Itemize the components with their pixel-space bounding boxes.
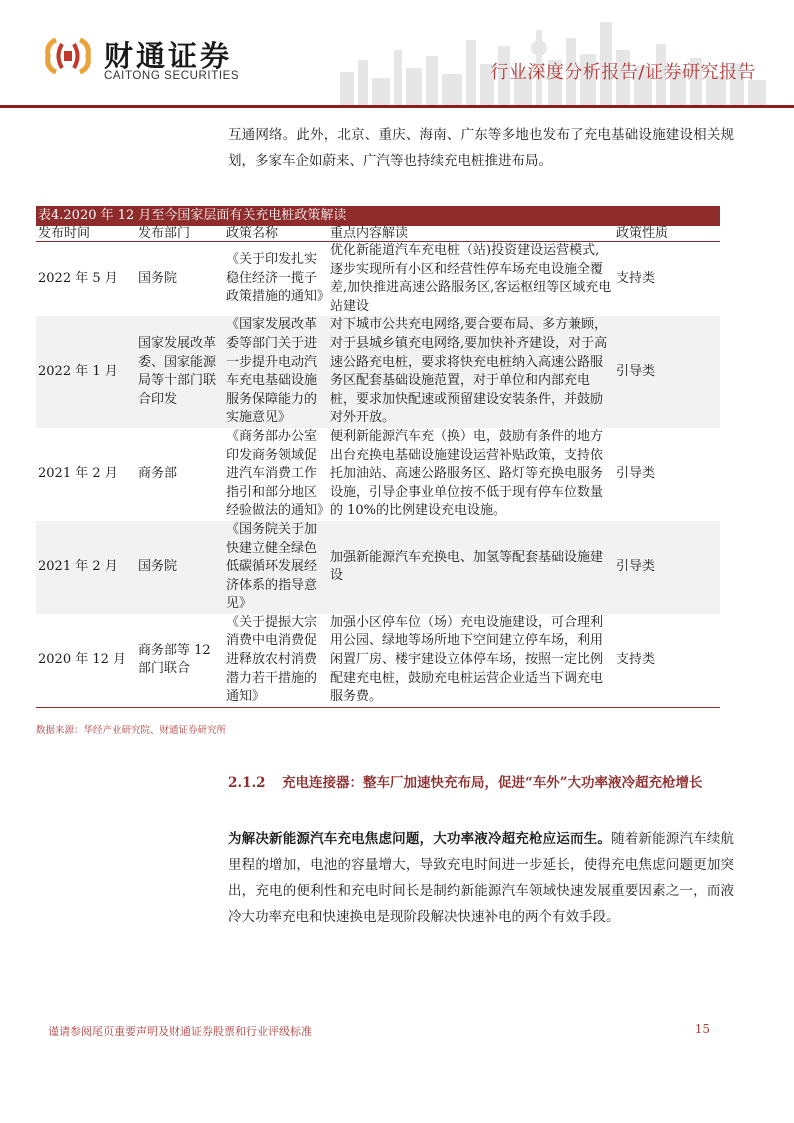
footer-disclaimer: 谨请参阅尾页重要声明及财通证券股票和行业评级标准 xyxy=(48,1025,312,1038)
table-row xyxy=(36,521,720,614)
header-nature: 政策性质 xyxy=(614,226,720,242)
cell-name: 《关于提振大宗消费中电消费促进释放农村消费潜力若干措施的通知》 xyxy=(224,614,328,707)
section-number: 2.1.2 xyxy=(228,775,266,791)
brand-name-cn: 财通证券 xyxy=(104,39,233,73)
data-source-note: 数据来源：华经产业研究院、财通证券研究所 xyxy=(36,725,227,736)
table-title: 表4.2020 年 12 月至今国家层面有关充电桩政策解读 xyxy=(36,206,720,226)
table-header-row xyxy=(36,226,720,242)
header-content: 重点内容解读 xyxy=(328,226,614,242)
report-type-label: 行业深度分析报告/证券研究报告 xyxy=(490,62,756,83)
cell-name: 《商务部办公室印发商务领域促进汽车消费工作指引和部分地区经验做法的通知》 xyxy=(224,428,328,521)
cell-dept: 商务部等 12 部门联合 xyxy=(136,614,224,707)
intro-paragraph: 互通网络。此外，北京、重庆、海南、广东等多地也发布了充电基础设施建设相关规划，多家车企如蔚来、广汽等也持续充电桩推进布局。 xyxy=(228,127,734,169)
cell-nature: 支持类 xyxy=(614,242,720,317)
header-name: 政策名称 xyxy=(224,226,328,242)
cell-date: 2022 年 1 月 xyxy=(36,316,136,428)
cell-nature: 引导类 xyxy=(614,316,720,428)
cell-content: 加强新能源汽车充换电、加氢等配套基础设施建设 xyxy=(328,521,614,614)
cell-content: 优化新能道汽车充电桩（站)投资建设运营模式,逐步实现所有小区和经营性停车场充电设施全覆差,加快推进高速公路服务区,客运枢纽等区域充电站建设 xyxy=(328,242,614,317)
paragraph-body: 随着新能源汽车续航里程的增加，电池的容量增大，导致充电时间进一步延长，使得充电焦虑问题更加突出，充电的便利性和充电时间长是制约新能源汽车领域快速发展重要因素之一，而液冷大功率充电和快速换电是现阶段解决快速补电的两个有效手段。 xyxy=(228,831,735,925)
table-row xyxy=(36,428,720,521)
header-divider xyxy=(0,105,794,108)
cell-dept: 国务院 xyxy=(136,242,224,317)
cell-dept: 国家发展改革委、国家能源局等十部门联合印发 xyxy=(136,316,224,428)
cell-content: 加强小区停车位（场）充电设施建设，可合理利用公园、绿地等场所地下空间建立停车场，利用闲置厂房、楼宇建设立体停车场，按照一定比例配建充电桩，鼓励充电桩运营企业适当下调充电服务费。 xyxy=(328,614,614,707)
cell-name: 《国务院关于加快建立健全绿色低碳循环发展经济体系的指导意见》 xyxy=(224,521,328,614)
cell-content: 便利新能源汽车充（换）电，鼓励有条件的地方出台充换电基础设施建设运营补贴政策，支持依托加油站、高速公路服务区、路灯等充换电服务设施，引导企事业单位按不低于现有停车位数量的 10%的比例建设充电设施。 xyxy=(328,428,614,521)
brand-name-en: CAITONG SECURITIES xyxy=(104,70,240,82)
header-date: 发布时间 xyxy=(36,226,136,242)
cell-date: 2022 年 5 月 xyxy=(36,242,136,317)
policy-table xyxy=(36,226,720,708)
cell-name: 《关于印发扎实稳住经济一揽子政策措施的通知》 xyxy=(224,242,328,317)
table-row xyxy=(36,614,720,707)
cell-content: 对下城市公共充电网络,要合要布局、多方兼顾，对于县城乡镇充电网络,要加快补齐建设，对于高速公路充电桩，要求将快充电桩纳入高速公路服务区配套基础设施范置，对于单位和内部充电桩，要求加快配速或预留建设安装条件，并鼓励对外开放。 xyxy=(328,316,614,428)
section-title: 充电连接器：整车厂加速快充布局，促进“车外”大功率液冷超充枪增长 xyxy=(282,775,703,791)
paragraph-lead: 为解决新能源汽车充电焦虑问题，大功率液冷超充枪应运而生。 xyxy=(228,831,612,847)
body-paragraph xyxy=(228,826,734,930)
page-header xyxy=(0,0,794,110)
cell-dept: 商务部 xyxy=(136,428,224,521)
cell-name: 《国家发展改革委等部门关于进一步提升电动汽车充电基础设施服务保障能力的实施意见》 xyxy=(224,316,328,428)
cell-nature: 引导类 xyxy=(614,521,720,614)
cell-date: 2021 年 2 月 xyxy=(36,428,136,521)
cell-date: 2020 年 12 月 xyxy=(36,614,136,707)
cell-dept: 国务院 xyxy=(136,521,224,614)
table-row xyxy=(36,242,720,317)
page-number: 15 xyxy=(694,1022,710,1036)
section-heading xyxy=(228,769,738,797)
caitong-logo-icon xyxy=(42,34,94,78)
cell-nature: 支持类 xyxy=(614,614,720,707)
cell-date: 2021 年 2 月 xyxy=(36,521,136,614)
table-row xyxy=(36,316,720,428)
cell-nature: 引导类 xyxy=(614,428,720,521)
header-dept: 发布部门 xyxy=(136,226,224,242)
